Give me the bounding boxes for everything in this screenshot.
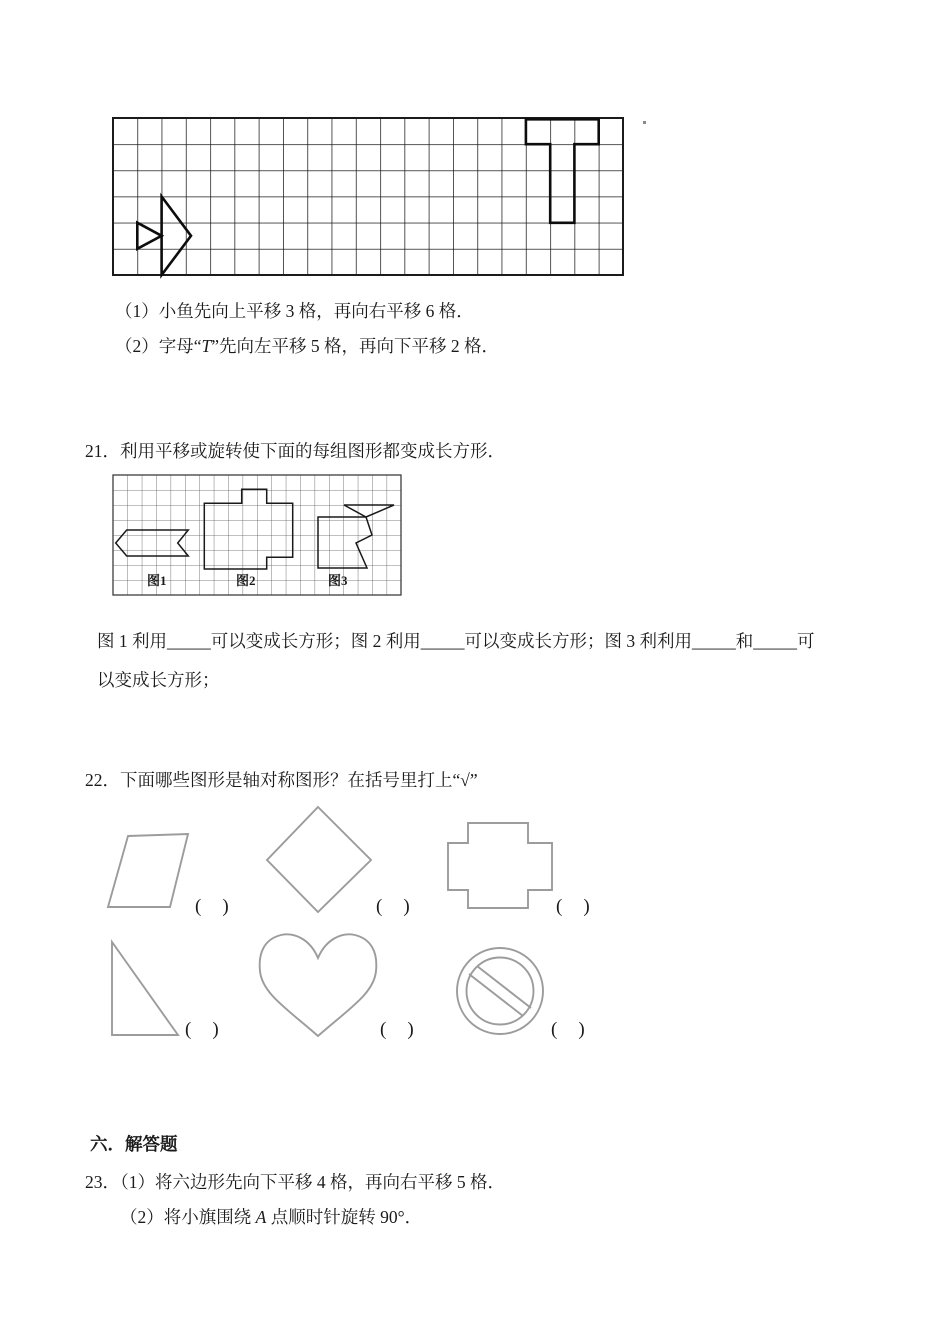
right-triangle-shape [112, 942, 178, 1035]
answer-bracket-cross: ( ) [556, 896, 591, 917]
q23-line2-pre: （2）将小旗围绕 [120, 1207, 256, 1227]
q20-item2-text [115, 336, 499, 356]
section-heading: 六．解答题 [90, 1134, 178, 1154]
answer-bracket-triangle: ( ) [185, 1019, 220, 1040]
q21-blanks-line2: 以变成长方形； [97, 670, 220, 690]
prohibition-outer-circle [457, 948, 543, 1034]
heart-shape [260, 934, 377, 1036]
answer-bracket-prohibition: ( ) [551, 1019, 586, 1040]
q21-stem-text: 21．利用平移或旋转使下面的每组图形都变成长方形． [85, 441, 505, 461]
translation-grid [113, 118, 646, 275]
q23-line2-post: 点顺时针旋转 90°． [266, 1207, 423, 1227]
diamond-shape [267, 807, 371, 912]
q20-item2-letter-t: T [201, 336, 212, 356]
figure2-label: 图2 [236, 573, 256, 588]
q23-line2-point-a: A [255, 1207, 267, 1227]
q20-item1-text: （1）小鱼先向上平移 3 格，再向右平移 6 格． [115, 301, 474, 321]
q22-shapes [108, 807, 552, 1036]
scan-speck [643, 121, 646, 124]
answer-bracket-heart: ( ) [380, 1019, 415, 1040]
figure3-label: 图3 [328, 573, 348, 588]
q20-item2-pre: （2）字母“ [115, 336, 202, 356]
q23-line2-text [120, 1207, 422, 1227]
q22-stem-text: 22．下面哪些图形是轴对称图形？在括号里打上“√” [85, 770, 478, 790]
answer-bracket-diamond: ( ) [376, 896, 411, 917]
figure1-label: 图1 [147, 573, 167, 588]
cross-shape [448, 823, 552, 908]
prohibition-inner-circle [467, 958, 534, 1025]
translation-grid-cells [113, 118, 623, 275]
prohibition-shape [457, 948, 543, 1034]
parallelogram-shape [108, 834, 188, 907]
q23-line1-text: 23．（1）将六边形先向下平移 4 格，再向右平移 5 格． [85, 1172, 505, 1192]
q20-item2-post: ”先向左平移 5 格，再向下平移 2 格． [211, 336, 500, 356]
q21-blanks-line1: 图 1 利用_____可以变成长方形；图 2 利用_____可以变成长方形；图 3 利利用_____和_____可 [97, 631, 815, 651]
answer-bracket-parallelogram: ( ) [195, 896, 230, 917]
